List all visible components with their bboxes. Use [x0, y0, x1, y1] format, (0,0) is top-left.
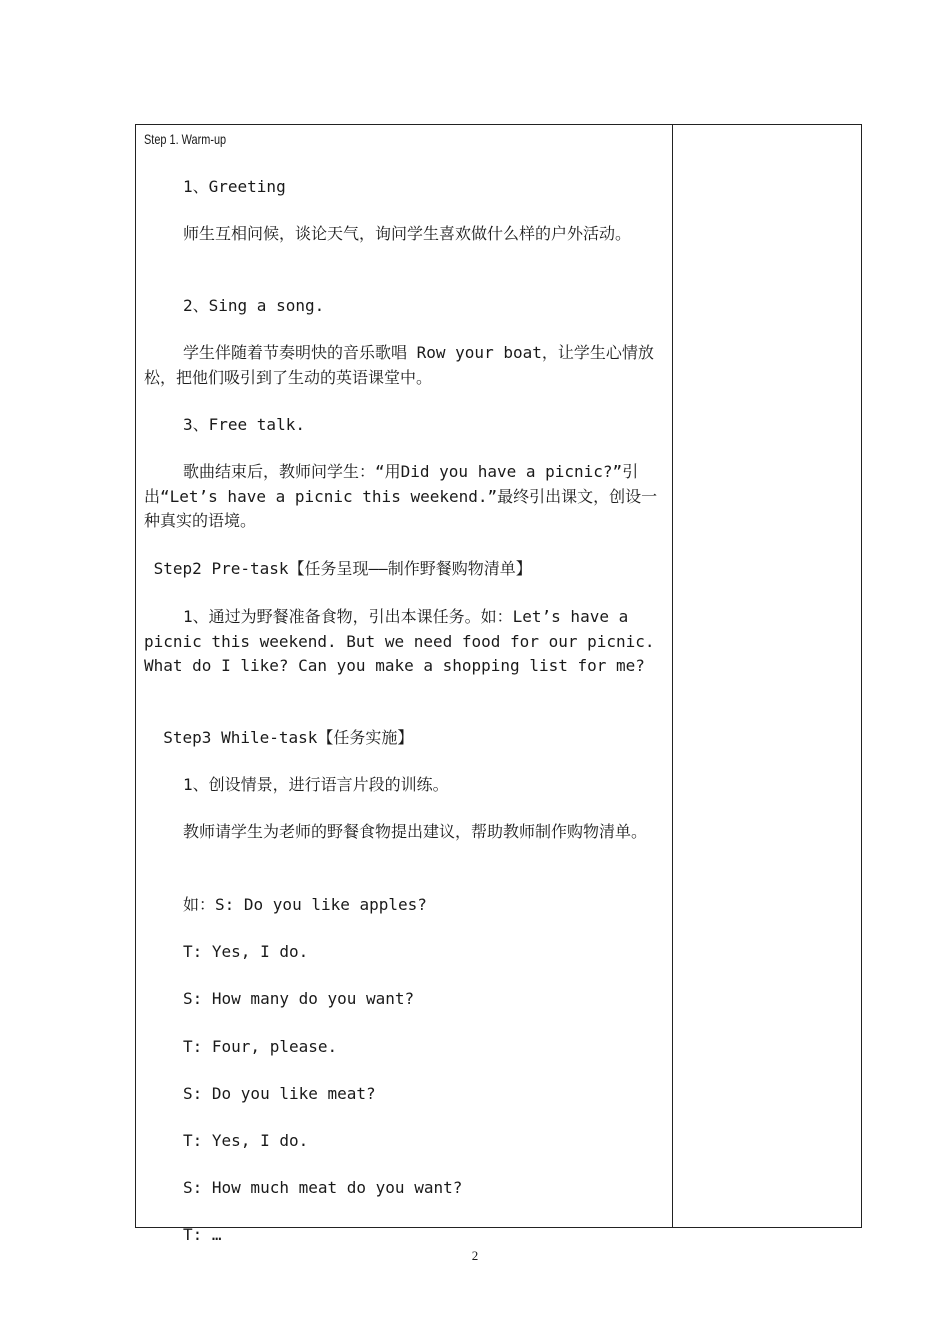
dialogue-line: T: Yes, I do. — [183, 942, 309, 961]
page-number: 2 — [471, 1248, 479, 1263]
lesson-table — [135, 124, 862, 1228]
dialogue-line: 如：S: Do you like apples? — [183, 895, 427, 914]
paragraph: 2、Sing a song. — [183, 296, 325, 315]
step2-heading: Step2 Pre-task【任务呈现——制作野餐购物清单】 — [144, 559, 532, 578]
dialogue-line: S: How many do you want? — [183, 989, 415, 1008]
paragraph: 1、通过为野餐准备食物，引出本课任务。如：Let’s have a picnic this weekend. But we need food for our picnic. What do I like? Can you make a shopping list for me? — [144, 607, 665, 675]
dialogue-line: S: How much meat do you want? — [183, 1178, 463, 1197]
dialogue-line: T: Yes, I do. — [183, 1131, 309, 1150]
paragraph: 歌曲结束后，教师问学生：“用Did you have a picnic?”引出“Let’s have a picnic this weekend.”最终引出课文，创设一种真实的语境。 — [144, 462, 658, 530]
column-divider — [672, 125, 673, 1227]
dialogue-line: T: Four, please. — [183, 1037, 338, 1056]
step1-heading: Step 1. Warm-up — [144, 131, 227, 147]
paragraph: 学生伴随着节奏明快的音乐歌唱 Row your boat，让学生心情放松，把他们吸引到了生动的英语课堂中。 — [144, 343, 654, 387]
paragraph: 1、Greeting — [183, 177, 286, 196]
paragraph: 教师请学生为老师的野餐食物提出建议，帮助教师制作购物清单。 — [183, 822, 648, 841]
paragraph: 1、创设情景，进行语言片段的训练。 — [183, 775, 449, 794]
step3-heading: Step3 While-task【任务实施】 — [144, 728, 414, 747]
dialogue-line: S: Do you like meat? — [183, 1084, 376, 1103]
overflow-dialogue-line: T: … — [183, 1225, 222, 1244]
paragraph: 师生互相问候，谈论天气，询问学生喜欢做什么样的户外活动。 — [183, 224, 632, 243]
paragraph: 3、Free talk. — [183, 415, 305, 434]
